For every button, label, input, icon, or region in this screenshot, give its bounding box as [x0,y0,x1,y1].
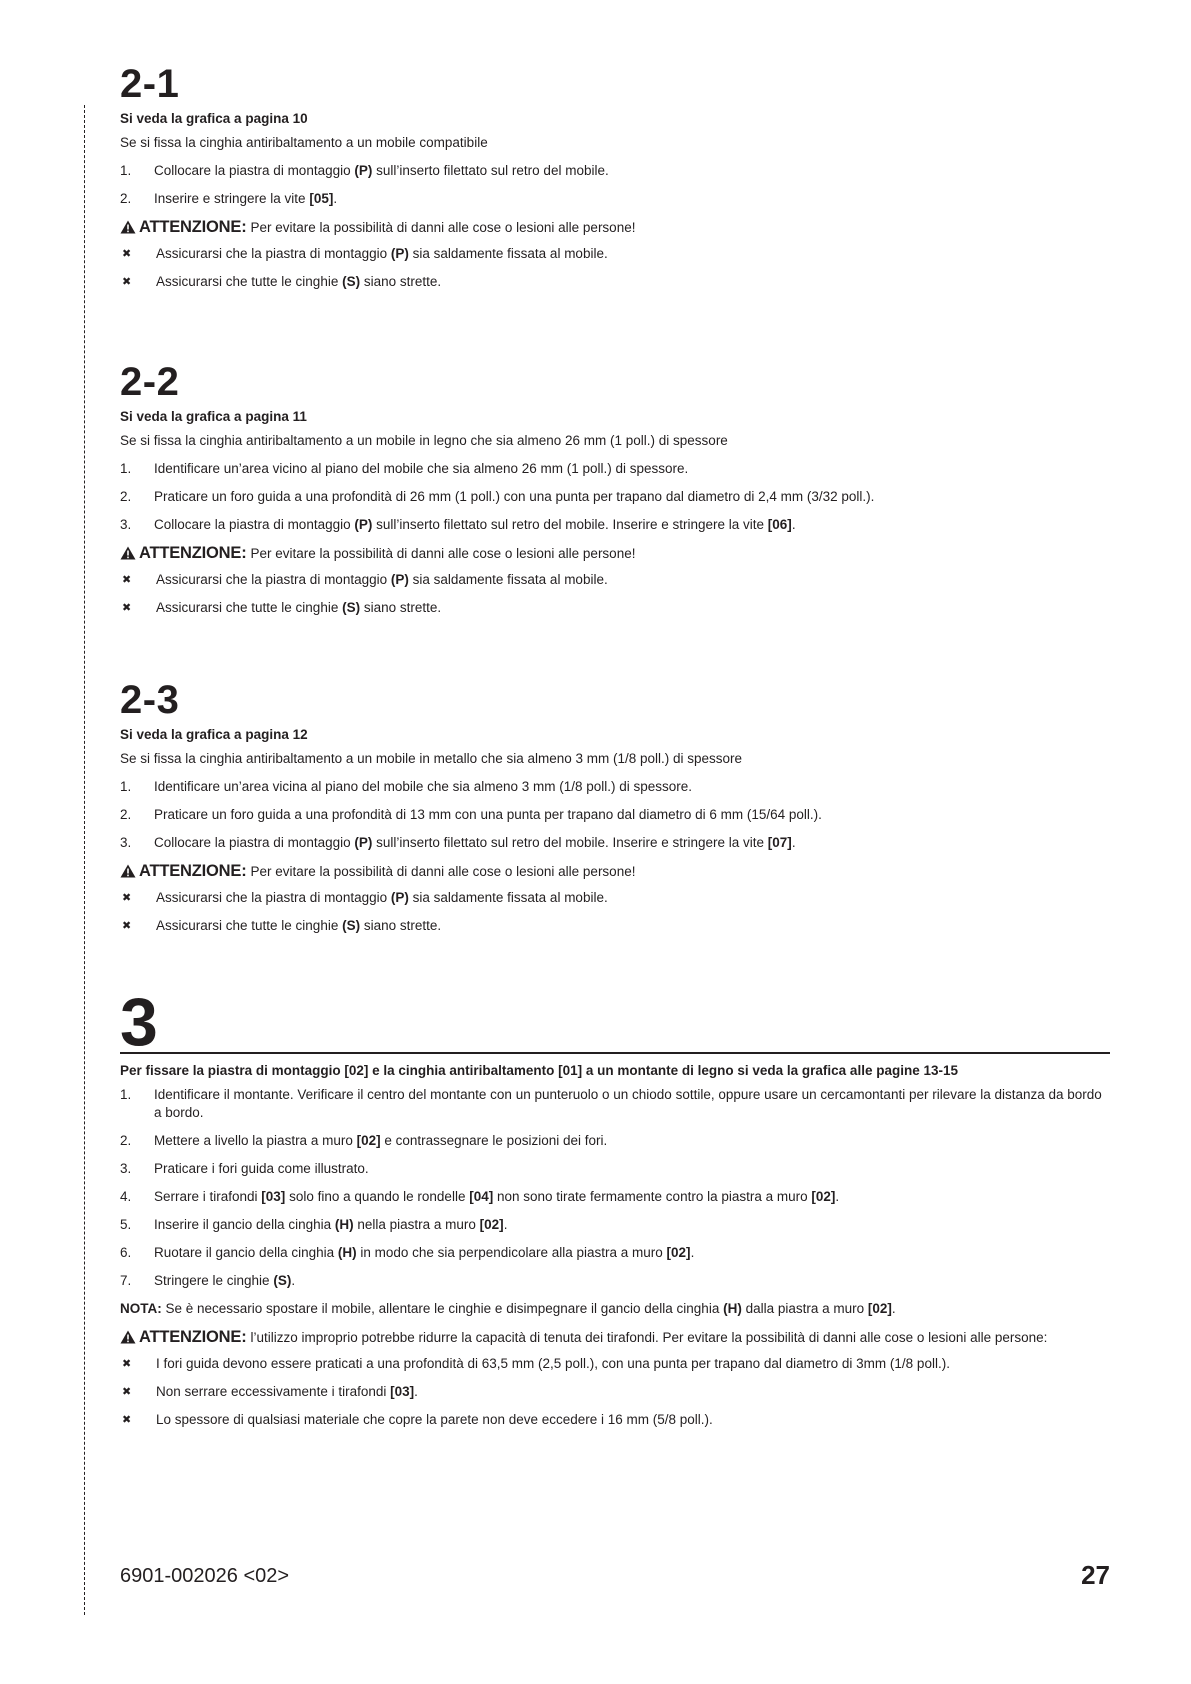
cross-bullet-icon: ✖ [122,1358,132,1370]
warning-label: ATTENZIONE: [139,218,247,236]
list-item: ✖ Assicurarsi che la piastra di montaggio (P) sia saldamente fissata al mobile. [122,890,608,905]
warning-line [120,544,1110,563]
title-rule [120,1052,1110,1054]
section-2-3 [120,680,1110,945]
section-title: 2-2 [120,360,180,404]
section-title-row [120,984,1110,1060]
section-title: 3 [120,984,159,1060]
list-item: ✖ I fori guida devono essere praticati a una profondità di 63,5 mm (2,5 poll.), con una punta per trapano dal diametro di 3mm (1/8 poll.). [122,1356,950,1371]
cross-bullet-icon: ✖ [122,1414,132,1426]
cross-bullet-icon: ✖ [122,276,132,288]
section-subhead: Si veda la grafica a pagina 10 [120,111,308,126]
section-3 [120,984,1110,1439]
list-item: ✖ Assicurarsi che la piastra di montaggio (P) sia saldamente fissata al mobile. [122,572,608,587]
list-item: 5. Inserire il gancio della cinghia (H) nella piastra a muro [02]. [120,1217,508,1232]
list-item: 2. Inserire e stringere la vite [05]. [120,191,338,206]
list-item: 1. Identificare il montante. Verificare il centro del montante con un punteruolo o un chiodo sottile, oppure usare un cercamontanti per rilevare la distanza da bordo a bordo. [120,1087,1102,1120]
list-item: 4. Serrare i tirafondi [03] solo fino a quando le rondelle [04] non sono tirate fermamente contro la piastra a muro [02]. [120,1189,840,1204]
warning-triangle-icon [120,1330,136,1344]
section-intro: Se si fissa la cinghia antiribaltamento a un mobile in legno che sia almeno 26 mm (1 poll.) di spessore [120,433,728,448]
list-item: ✖ Lo spessore di qualsiasi materiale che copre la parete non deve eccedere i 16 mm (5/8 poll.). [122,1412,713,1427]
warning-text: Per evitare la possibilità di danni alle cose o lesioni alle persone! [250,864,636,879]
section-2-1 [120,64,1110,301]
list-item: 7. Stringere le cinghie (S). [120,1273,296,1288]
list-item: 3. Collocare la piastra di montaggio (P) sull’inserto filettato sul retro del mobile. Inserire e stringere la vite [06]. [120,517,796,532]
list-item: ✖ Assicurarsi che tutte le cinghie (S) siano strette. [122,600,442,615]
warning-line [120,1328,1110,1347]
warning-label: ATTENZIONE: [139,1328,247,1346]
note-label: NOTA: [120,1301,162,1316]
warning-text: Per evitare la possibilità di danni alle cose o lesioni alle persone! [250,220,636,235]
list-item: ✖ Assicurarsi che tutte le cinghie (S) siano strette. [122,918,442,933]
section-title: 2-1 [120,62,180,106]
warning-line [120,862,1110,881]
cross-bullet-icon: ✖ [122,574,132,586]
cross-bullet-icon: ✖ [122,248,132,260]
section-subhead: Si veda la grafica a pagina 12 [120,727,308,742]
list-item: 3. Praticare i fori guida come illustrato. [120,1161,369,1176]
cross-bullet-icon: ✖ [122,602,132,614]
warning-triangle-icon [120,864,136,878]
list-item: 1. Collocare la piastra di montaggio (P) sull’inserto filettato sul retro del mobile. [120,163,609,178]
list-item: 3. Collocare la piastra di montaggio (P) sull’inserto filettato sul retro del mobile. Inserire e stringere la vite [07]. [120,835,796,850]
list-item: 6. Ruotare il gancio della cinghia (H) in modo che sia perpendicolare alla piastra a muro [02]. [120,1245,695,1260]
warning-text: l’utilizzo improprio potrebbe ridurre la capacità di tenuta dei tirafondi. Per evitare la possibilità di danni alle cose o lesioni alle persone: [250,1330,1048,1345]
section-subhead: Per fissare la piastra di montaggio [02] e la cinghia antiribaltamento [01] a un montante di legno si veda la grafica alle pagine 13-15 [120,1063,958,1078]
section-subhead: Si veda la grafica a pagina 11 [120,409,307,424]
warning-triangle-icon [120,220,136,234]
list-item: ✖ Assicurarsi che la piastra di montaggio (P) sia saldamente fissata al mobile. [122,246,608,261]
warning-text: Per evitare la possibilità di danni alle cose o lesioni alle persone! [250,546,636,561]
document-code: 6901-002026 <02> [120,1565,290,1587]
cross-bullet-icon: ✖ [122,892,132,904]
warning-label: ATTENZIONE: [139,544,247,562]
page-number: 27 [1081,1560,1110,1590]
list-item: 1. Identificare un’area vicino al piano del mobile che sia almeno 26 mm (1 poll.) di spessore. [120,461,689,476]
warning-line [120,218,1110,237]
list-item: 1. Identificare un’area vicina al piano del mobile che sia almeno 3 mm (1/8 poll.) di spessore. [120,779,693,794]
section-title: 2-3 [120,678,180,722]
cut-line [84,105,85,1615]
note-line: NOTA: Se è necessario spostare il mobile, allentare le cinghie e disimpegnare il gancio della cinghia (H) dalla piastra a muro [02]. [120,1301,896,1316]
list-item: ✖ Assicurarsi che tutte le cinghie (S) siano strette. [122,274,442,289]
section-intro: Se si fissa la cinghia antiribaltamento a un mobile compatibile [120,135,488,150]
warning-label: ATTENZIONE: [139,862,247,880]
section-2-2 [120,362,1110,627]
cross-bullet-icon: ✖ [122,920,132,932]
list-item: 2. Praticare un foro guida a una profondità di 26 mm (1 poll.) con una punta per trapano dal diametro di 2,4 mm (3/32 poll.). [120,489,875,504]
section-intro: Se si fissa la cinghia antiribaltamento a un mobile in metallo che sia almeno 3 mm (1/8 poll.) di spessore [120,751,743,766]
warning-triangle-icon [120,546,136,560]
list-item: 2. Mettere a livello la piastra a muro [02] e contrassegnare le posizioni dei fori. [120,1133,608,1148]
list-item: ✖ Non serrare eccessivamente i tirafondi [03]. [122,1384,418,1399]
cross-bullet-icon: ✖ [122,1386,132,1398]
list-item: 2. Praticare un foro guida a una profondità di 13 mm con una punta per trapano dal diametro di 6 mm (15/64 poll.). [120,807,822,822]
